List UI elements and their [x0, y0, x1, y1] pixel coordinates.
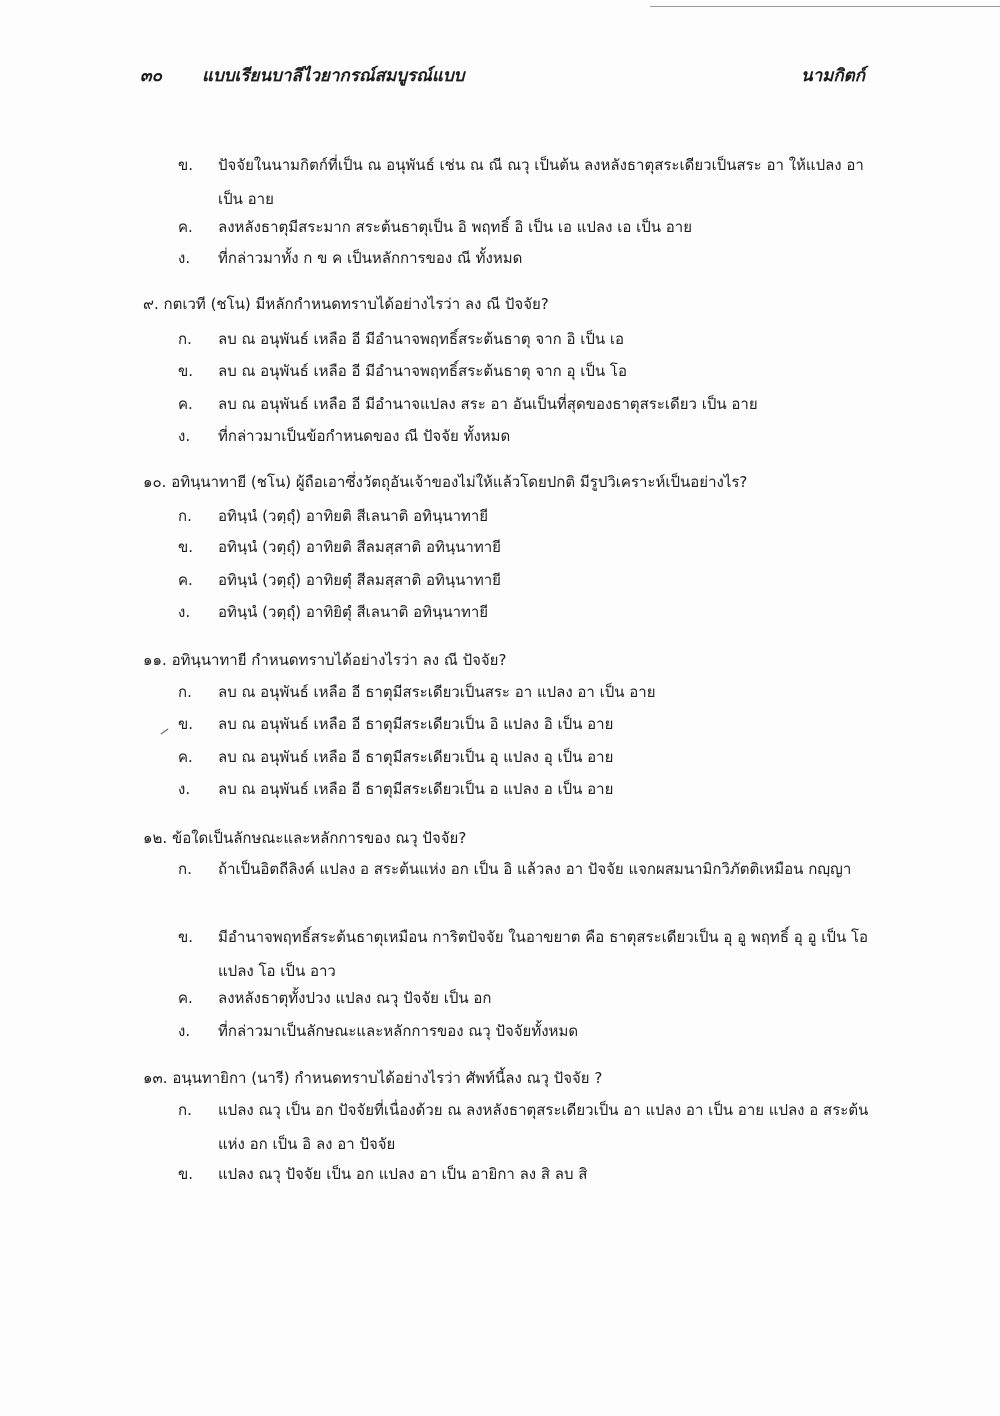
question-9 — [143, 294, 883, 314]
option-letter: ข. — [178, 362, 194, 380]
option-text: ลบ ณ อนุพันธ์ เหลือ อี มีอำนาจแปลง สระ อา อันเป็นที่สุดของธาตุสระเดียว เป็น อาย — [218, 395, 758, 413]
question-11 — [143, 650, 883, 670]
option-text: ลบ ณ อนุพันธ์ เหลือ อี มีอำนาจพฤทธิ์สระต้นธาตุ จาก อิ เป็น เอ — [218, 330, 625, 348]
pencil-tick-mark — [161, 729, 169, 735]
page-header — [140, 62, 865, 92]
option-text: ลบ ณ อนุพันธ์ เหลือ อี ธาตุมีสระเดียวเป็นสระ อา แปลง อา เป็น อาย — [218, 683, 656, 701]
option-letter: ก. — [178, 683, 192, 701]
option-text: อทินฺนํ (วตฺถุํ) อาทิยิตุํ สีเลนาติ อทินฺนาทายี — [218, 603, 489, 621]
option-letter: ค. — [178, 748, 193, 766]
question-number: ๑๐. — [143, 473, 167, 491]
option-letter: ค. — [178, 218, 193, 236]
book-title: แบบเรียนบาลีไวยากรณ์สมบูรณ์แบบ — [202, 66, 465, 86]
question-text: อทินฺนาทายี กำหนดทราบได้อย่างไรว่า ลง ณี ปัจจัย? — [171, 651, 507, 669]
option-letter: ง. — [178, 1022, 191, 1040]
option-letter: ก. — [178, 507, 192, 525]
option-text: ถ้าเป็นอิตถีลิงค์ แปลง อ สระต้นแห่ง อก เป็น อิ แล้วลง อา ปัจจัย แจกผสมนามิกวิภัตติเหมือน กญฺญา — [218, 860, 852, 878]
option-text: อทินฺนํ (วตฺถุํ) อาทิยติ สีเลนาติ อทินฺนาทายี — [218, 507, 489, 525]
option-text: ที่กล่าวมาทั้ง ก ข ค เป็นหลักการของ ณี ทั้งหมด — [218, 249, 523, 267]
option-text: ลงหลังธาตุมีสระมาก สระต้นธาตุเป็น อิ พฤทธิ์ อิ เป็น เอ แปลง เอ เป็น อาย — [218, 218, 692, 236]
option-letter: ค. — [178, 571, 193, 589]
option-letter: ข. — [178, 1165, 194, 1183]
option-item — [178, 148, 878, 216]
question-12 — [143, 828, 883, 848]
option-letter: ข. — [178, 156, 194, 174]
question-text: อทินฺนาทายี (ชโน) ผู้ถือเอาซึ่งวัตถุอันเจ้าของไม่ให้แล้วโดยปกติ มีรูปวิเคราะห์เป็นอย่างไร? — [171, 473, 748, 491]
option-letter: ค. — [178, 395, 193, 413]
option-text: มีอำนาจพฤทธิ์สระต้นธาตุเหมือน การิตปัจจัย ในอาขยาต คือ ธาตุสระเดียวเป็น อุ อู พฤทธิ์ อุ อู เป็น โอ แปลง โอ เป็น อาว — [218, 928, 869, 980]
question-13 — [143, 1068, 883, 1088]
question-text: กตเวที (ชโน) มีหลักกำหนดทราบได้อย่างไรว่า ลง ณี ปัจจัย? — [163, 295, 549, 313]
option-text: ลบ ณ อนุพันธ์ เหลือ อี ธาตุมีสระเดียวเป็น อุ แปลง อุ เป็น อาย — [218, 748, 614, 766]
option-text: แปลง ณวุ ปัจจัย เป็น อก แปลง อา เป็น อายิกา ลง สิ ลบ สิ — [218, 1165, 588, 1183]
option-letter: ง. — [178, 780, 191, 798]
option-letter: ง. — [178, 603, 191, 621]
question-text: อนฺนทายิกา (นารี) กำหนดทราบได้อย่างไรว่า ศัพท์นี้ลง ณวุ ปัจจัย ? — [172, 1069, 603, 1087]
option-text: ที่กล่าวมาเป็นลักษณะและหลักการของ ณวุ ปัจจัยทั้งหมด — [218, 1022, 579, 1040]
question-number: ๑๒. — [143, 829, 168, 847]
option-letter: ก. — [178, 1101, 192, 1119]
option-text: ปัจจัยในนามกิตก์ที่เป็น ณ อนุพันธ์ เช่น ณ ณี ณวุ เป็นต้น ลงหลังธาตุสระเดียวเป็นสระ อา ให้แปลง อา เป็น อาย — [218, 156, 864, 208]
option-text: ลบ ณ อนุพันธ์ เหลือ อี ธาตุมีสระเดียวเป็น อ แปลง อ เป็น อาย — [218, 780, 614, 798]
option-letter: ข. — [178, 928, 194, 946]
top-scan-rule — [650, 6, 1000, 7]
question-number: ๑๓. — [143, 1069, 168, 1087]
option-text: แปลง ณวุ เป็น อก ปัจจัยที่เนื่องด้วย ณ ลงหลังธาตุสระเดียวเป็น อา แปลง อา เป็น อาย แปลง อ สระต้นแห่ง อก เป็น อิ ลง อา ปัจจัย — [218, 1101, 869, 1153]
option-letter: ง. — [178, 249, 191, 267]
option-letter: ค. — [178, 989, 193, 1007]
option-letter: ข. — [178, 538, 194, 556]
option-letter: ง. — [178, 427, 191, 445]
chapter-title: นามกิตก์ — [801, 66, 865, 86]
option-text: ลบ ณ อนุพันธ์ เหลือ อี มีอำนาจพฤทธิ์สระต้นธาตุ จาก อุ เป็น โอ — [218, 362, 627, 380]
option-text: ลงหลังธาตุทั้งปวง แปลง ณวุ ปัจจัย เป็น อก — [218, 989, 492, 1007]
question-number: ๑๑. — [143, 651, 167, 669]
option-text: ลบ ณ อนุพันธ์ เหลือ อี ธาตุมีสระเดียวเป็น อิ แปลง อิ เป็น อาย — [218, 715, 614, 733]
page-number: ๓๐ — [140, 66, 162, 86]
option-letter: ก. — [178, 330, 192, 348]
option-text: อทินฺนํ (วตฺถุํ) อาทิยตุํ สีลมสฺสาติ อทินฺนาทายี — [218, 571, 501, 589]
question-text: ข้อใดเป็นลักษณะและหลักการของ ณวุ ปัจจัย? — [171, 829, 467, 847]
option-text: ที่กล่าวมาเป็นข้อกำหนดของ ณี ปัจจัย ทั้งหมด — [218, 427, 511, 445]
option-letter: ก. — [178, 860, 192, 878]
question-number: ๙. — [143, 295, 159, 313]
question-10 — [143, 472, 883, 492]
option-letter: ข. — [178, 715, 194, 733]
option-text: อทินฺนํ (วตฺถุํ) อาทิยติ สีลมสฺสาติ อทินฺนาทายี — [218, 538, 501, 556]
